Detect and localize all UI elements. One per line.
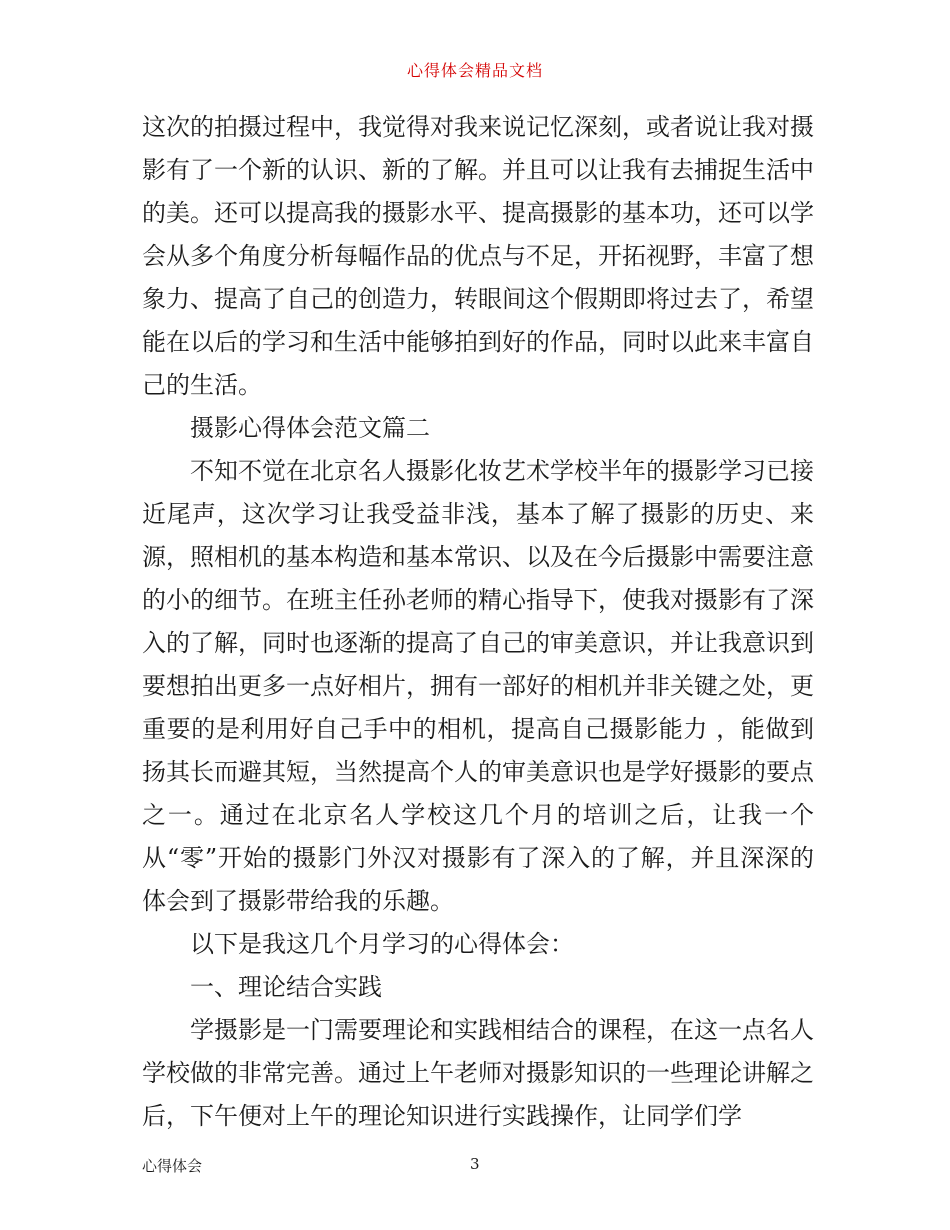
section-heading: 摄影心得体会范文篇二 xyxy=(190,414,430,442)
document-body xyxy=(142,106,814,1138)
page-number: 3 xyxy=(470,1155,480,1173)
paragraph-theory-practice: 学摄影是一门需要理论和实践相结合的课程，在这一点名人学校做的非常完善。通过上午老师对摄影知识的一些理论讲解之后，下午便对上午的理论知识进行实践操作，让同学们学 xyxy=(142,1016,814,1130)
paragraph-lead-in: 以下是我这几个月学习的心得体会： xyxy=(190,930,574,958)
paragraph-continuation: 这次的拍摄过程中，我觉得对我来说记忆深刻，或者说让我对摄影有了一个新的认识、新的了解。并且可以让我有去捕捉生活中的美。还可以提高我的摄影水平、提高摄影的基本功，还可以学会从多个角度分析每幅作品的优点与不足，开拓视野，丰富了想象力、提高了自己的创造力，转眼间这个假期即将过去了，希望能在以后的学习和生活中能够拍到好的作品，同时以此来丰富自己的生活。 xyxy=(142,113,814,399)
footer-label: 心得体会 xyxy=(142,1157,203,1175)
paragraph-intro: 不知不觉在北京名人摄影化妆艺术学校半年的摄影学习已接近尾声，这次学习让我受益非浅，基本了解了摄影的历史、来源，照相机的基本构造和基本常识、以及在今后摄影中需要注意的小的细节。在班主任孙老师的精心指导下，使我对摄影有了深入的了解，同时也逐渐的提高了自己的审美意识，并让我意识到要想拍出更多一点好相片，拥有一部好的相机并非关键之处，更重要的是利用好自己手中的相机，提高自己摄影能力 ，能做到扬其长而避其短，当然提高个人的审美意识也是学好摄影的要点之一。通过在北京名人学校这几个月的培训之后，让我一个从“零”开始的摄影门外汉对摄影有了深入的了解，并且深深的体会到了摄影带给我的乐趣。 xyxy=(142,457,814,915)
subsection-heading: 一、理论结合实践 xyxy=(190,973,382,1001)
page-header-title: 心得体会精品文档 xyxy=(406,61,543,80)
